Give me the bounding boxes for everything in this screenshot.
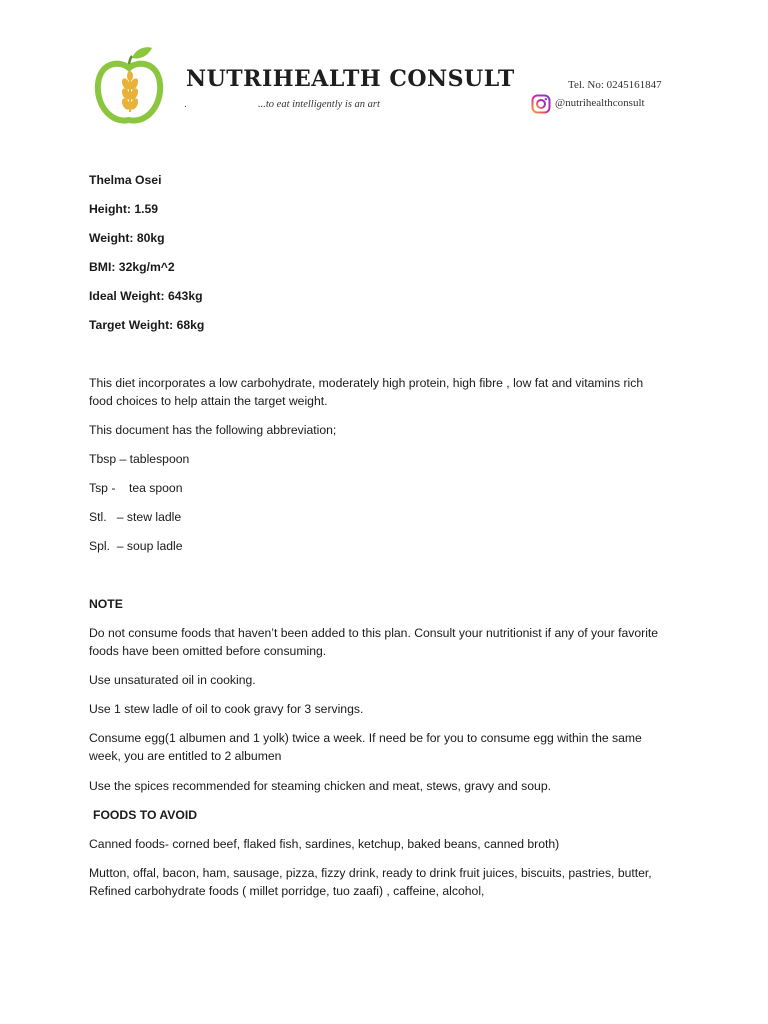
- telephone-number: Tel. No: 0245161847: [568, 79, 662, 91]
- note-item: Do not consume foods that haven’t been added to this plan. Consult your nutritionist if any of your favorite foods have been omitted before consuming.: [89, 626, 659, 658]
- abbreviation-item: Tsp - tea spoon: [89, 481, 183, 495]
- instagram-icon: [531, 94, 551, 114]
- apple-wheat-logo-icon: [92, 44, 168, 126]
- tagline-dot: .: [184, 99, 187, 110]
- client-height: Height: 1.59: [89, 202, 159, 216]
- client-target-weight: Target Weight: 68kg: [89, 318, 205, 332]
- note-item: Use the spices recommended for steaming chicken and meat, stews, gravy and soup.: [89, 779, 552, 793]
- diet-description: This diet incorporates a low carbohydrate, moderately high protein, high fibre , low fat and vitamins rich food choices to help attain the target weight.: [89, 376, 644, 408]
- client-weight: Weight: 80kg: [89, 231, 165, 245]
- client-ideal-weight: Ideal Weight: 643kg: [89, 289, 203, 303]
- avoid-item: Canned foods- corned beef, flaked fish, sardines, ketchup, baked beans, canned broth): [89, 837, 560, 851]
- abbreviation-intro: This document has the following abbreviation;: [89, 423, 337, 437]
- brand-name: NUTRIHEALTH CONSULT: [186, 66, 515, 92]
- tagline: ...to eat intelligently is an art: [258, 99, 380, 110]
- abbreviation-item: Spl. – soup ladle: [89, 539, 183, 553]
- letterhead: [0, 0, 768, 140]
- note-item: Use 1 stew ladle of oil to cook gravy for 3 servings.: [89, 702, 364, 716]
- avoid-item: Mutton, offal, bacon, ham, sausage, pizza, fizzy drink, ready to drink fruit juices, biscuits, pastries, butter, Refined carbohydrate foods ( millet porridge, tuo zaafi) , caffeine, alcohol,: [89, 866, 652, 898]
- instagram-handle: @nutrihealthconsult: [555, 97, 645, 109]
- note-heading: NOTE: [89, 597, 123, 611]
- client-name: Thelma Osei: [89, 173, 162, 187]
- abbreviation-item: Tbsp – tablespoon: [89, 452, 190, 466]
- foods-to-avoid-heading: FOODS TO AVOID: [93, 808, 198, 822]
- note-item: Consume egg(1 albumen and 1 yolk) twice a week. If need be for you to consume egg within the same week, you are entitled to 2 albumen: [89, 731, 642, 763]
- client-bmi: BMI: 32kg/m^2: [89, 260, 175, 274]
- note-item: Use unsaturated oil in cooking.: [89, 673, 256, 687]
- abbreviation-item: Stl. – stew ladle: [89, 510, 182, 524]
